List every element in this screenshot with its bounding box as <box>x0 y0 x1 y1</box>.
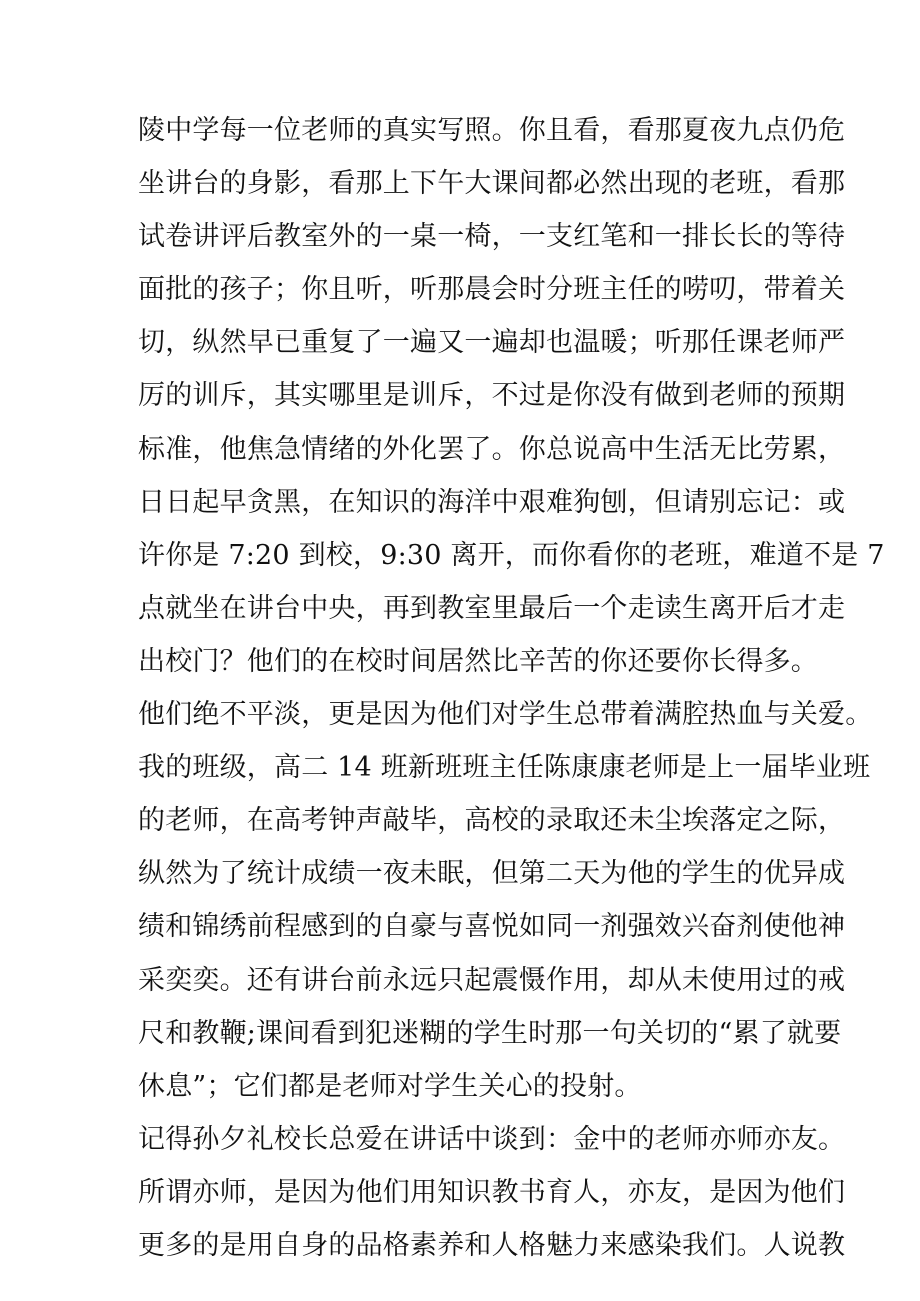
text-line-17: 采奕奕。还有讲台前永远只起震慑作用，却从未使用过的戒 <box>138 964 846 996</box>
text-line-6: 厉的训斥，其实哪里是训斥，不过是你没有做到老师的预期 <box>138 380 846 412</box>
text-line-2: 坐讲台的身影，看那上下午大课间都必然出现的老班，看那 <box>138 168 846 200</box>
text-line-7: 标准，他焦急情绪的外化罢了。你总说高中生活无比劳累， <box>138 433 846 465</box>
text-line-22: 更多的是用自身的品格素养和人格魅力来感染我们。人说教 <box>138 1229 846 1261</box>
text-line-20: 记得孙夕礼校长总爱在讲话中谈到：金中的老师亦师亦友。 <box>138 1123 846 1155</box>
text-line-14: 的老师，在高考钟声敲毕，高校的录取还未尘埃落定之际， <box>138 805 846 837</box>
text-line-8: 日日起早贪黑，在知识的海洋中艰难狗刨，但请别忘记：或 <box>138 486 846 518</box>
text-line-15: 纵然为了统计成绩一夜未眠，但第二天为他的学生的优异成 <box>138 858 846 890</box>
text-line-9: 许你是 7:20 到校，9:30 离开，而你看你的老班，难道不是 7 <box>138 539 885 571</box>
text-line-19: 休息”；它们都是老师对学生关心的投射。 <box>138 1070 642 1102</box>
text-line-10: 点就坐在讲台中央，再到教室里最后一个走读生离开后才走 <box>138 592 846 624</box>
text-line-11: 出校门？他们的在校时间居然比辛苦的你还要你长得多。 <box>138 645 818 677</box>
text-line-21: 所谓亦师，是因为他们用知识教书育人，亦友，是因为他们 <box>138 1176 846 1208</box>
text-line-4: 面批的孩子；你且听，听那晨会时分班主任的唠叨，带着关 <box>138 274 846 306</box>
text-line-18: 尺和教鞭;课间看到犯迷糊的学生时那一句关切的“累了就要 <box>138 1017 842 1049</box>
body-text <box>138 104 885 1272</box>
text-line-16: 绩和锦绣前程感到的自豪与喜悦如同一剂强效兴奋剂使他神 <box>138 911 846 943</box>
text-line-1: 陵中学每一位老师的真实写照。你且看，看那夏夜九点仍危 <box>138 115 846 146</box>
text-line-5: 切，纵然早已重复了一遍又一遍却也温暖；听那任课老师严 <box>138 327 846 359</box>
text-line-3: 试卷讲评后教室外的一桌一椅，一支红笔和一排长长的等待 <box>138 221 846 253</box>
text-line-13: 我的班级，高二 14 班新班班主任陈康康老师是上一届毕业班 <box>138 752 871 784</box>
text-line-12: 他们绝不平淡，更是因为他们对学生总带着满腔热血与关爱。 <box>138 699 873 731</box>
